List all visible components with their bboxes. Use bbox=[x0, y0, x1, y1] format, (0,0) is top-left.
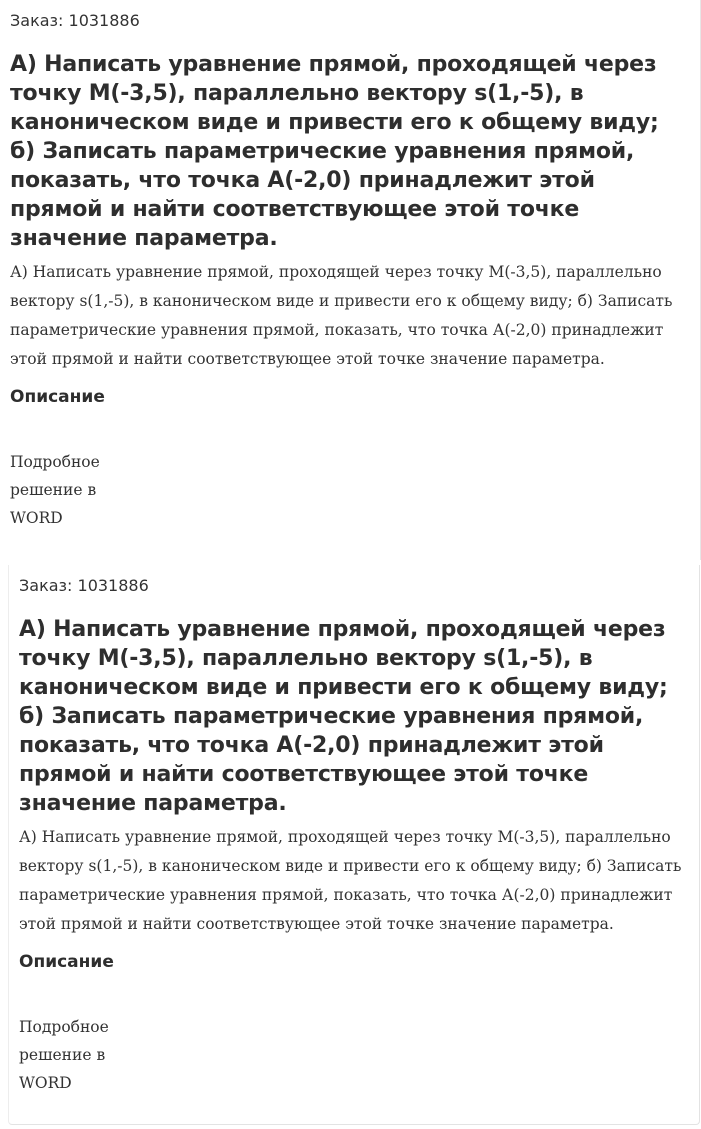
description-heading: Описание bbox=[10, 387, 105, 407]
order-title: А) Написать уравнение прямой, проходящей через точку M(-3,5), параллельно вектору s(1,-5), в каноническом виде и привести его к общему виду; б) Записать параметрические уравнения прямой, показать, что точка А(-2,0) принадлежит этой прямой и найти соответствующее этой точке значение параметра. bbox=[10, 52, 659, 251]
order-task-text: А) Написать уравнение прямой, проходящей через точку M(-3,5), параллельно вектору s(1,-5), в каноническом виде и привести его к общему виду; б) Записать параметрические уравнения прямой, показать, что точка А(-2,0) принадлежит этой прямой и найти соответствующее этой точке значение параметра. bbox=[19, 828, 682, 933]
order-number: Заказ: 1031886 bbox=[19, 576, 149, 595]
order-task-text: А) Написать уравнение прямой, проходящей через точку M(-3,5), параллельно вектору s(1,-5), в каноническом виде и привести его к общему виду; б) Записать параметрические уравнения прямой, показать, что точка А(-2,0) принадлежит этой прямой и найти соответствующее этой точке значение параметра. bbox=[10, 263, 673, 368]
order-number: Заказ: 1031886 bbox=[10, 11, 140, 30]
order-title: А) Написать уравнение прямой, проходящей через точку M(-3,5), параллельно вектору s(1,-5), в каноническом виде и привести его к общему виду; б) Записать параметрические уравнения прямой, показать, что точка А(-2,0) принадлежит этой прямой и найти соответствующее этой точке значение параметра. bbox=[19, 617, 668, 816]
order-card bbox=[0, 0, 701, 560]
order-card bbox=[8, 565, 700, 1125]
description-text: Подробное решение в WORD bbox=[10, 453, 100, 527]
description-text: Подробное решение в WORD bbox=[19, 1018, 109, 1092]
description-heading: Описание bbox=[19, 952, 114, 972]
